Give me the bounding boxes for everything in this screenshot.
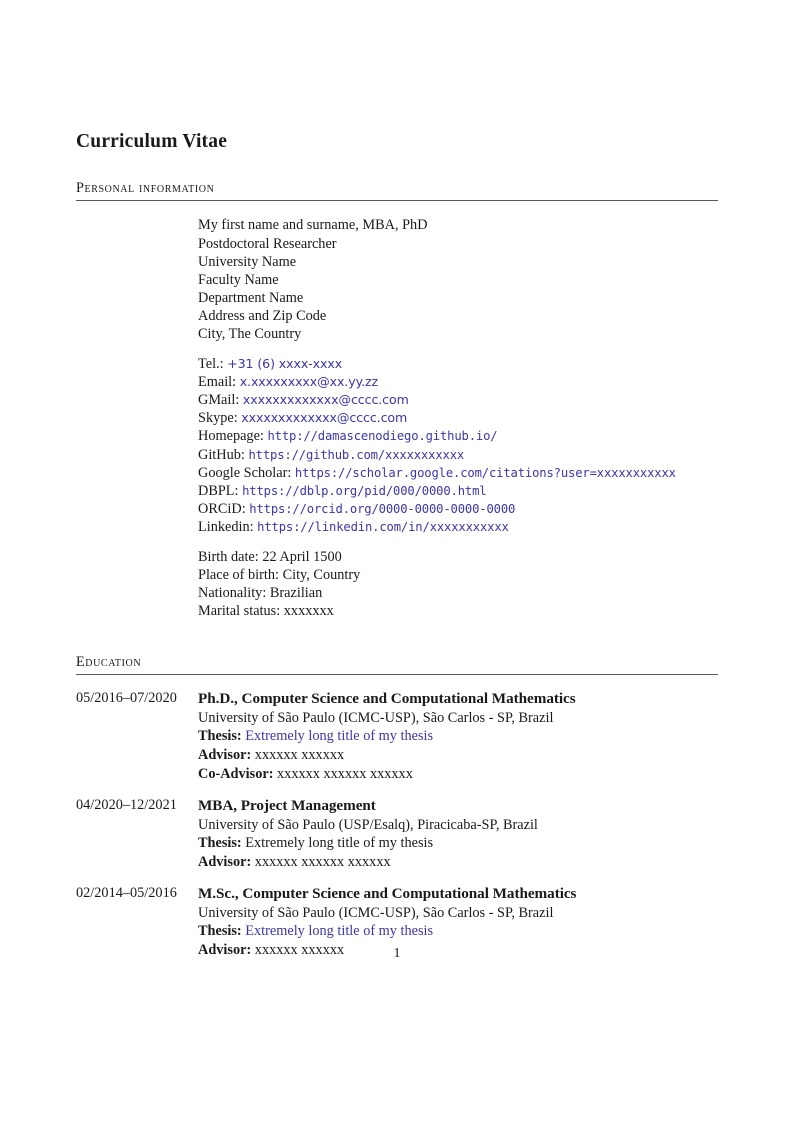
contact-label: GMail: [198, 392, 240, 409]
contact-line [198, 373, 718, 391]
address-line: Address and Zip Code [198, 307, 327, 324]
address-line: Postdoctoral Researcher [198, 235, 337, 252]
education-institution: University of São Paulo (ICMC-USP), São Carlos - SP, Brazil [198, 904, 554, 921]
education-coadvisor-name: xxxxxx xxxxxx xxxxxx [277, 765, 413, 782]
education-dates: 04/2020–12/2021 [76, 797, 177, 814]
education-thesis [198, 727, 718, 746]
personal-detail-value: Brazilian [269, 585, 323, 602]
section-education [76, 654, 718, 959]
address-line: City, The Country [198, 326, 302, 343]
contact-line [198, 464, 718, 482]
contacts-group [198, 355, 718, 536]
personal-detail-line [198, 602, 718, 620]
address-line: University Name [198, 253, 297, 270]
address-line: Faculty Name [198, 271, 279, 288]
personal-detail-label: Marital status: [198, 603, 281, 620]
contact-label: Tel.: [198, 356, 224, 373]
contact-link[interactable]: https://linkedin.com/in/xxxxxxxxxxx [257, 519, 509, 534]
contact-label: Homepage: [198, 428, 264, 445]
education-advisor-name: xxxxxx xxxxxx [254, 942, 345, 959]
education-dates: 05/2016–07/2020 [76, 690, 177, 707]
contact-link[interactable]: https://scholar.google.com/citations?user=xxxxxxxxxxx [294, 465, 676, 480]
contact-link[interactable]: https://orcid.org/0000-0000-0000-0000 [249, 501, 516, 516]
education-institution: University of São Paulo (USP/Esalq), Piracicaba-SP, Brazil [198, 816, 538, 833]
contact-link[interactable]: xxxxxxxxxxxxx@cccc.com [241, 410, 408, 426]
section-divider [76, 200, 718, 201]
education-entry [76, 796, 718, 871]
contact-link[interactable]: https://dblp.org/pid/000/0000.html [242, 483, 487, 498]
education-advisor-label: Advisor: [198, 942, 252, 959]
personal-detail-value: City, Country [282, 567, 361, 584]
contact-link[interactable]: +31 (6) xxxx-xxxx [227, 356, 343, 372]
personal-detail-line [198, 548, 718, 566]
address-group [198, 216, 718, 343]
education-degree: M.Sc., Computer Science and Computational Mathematics [198, 885, 577, 903]
contact-line [198, 427, 718, 445]
contact-line [198, 482, 718, 500]
contact-line [198, 391, 718, 409]
contact-line [198, 409, 718, 427]
education-coadvisor [198, 765, 718, 784]
section-heading-personal-information: Personal information [76, 180, 215, 197]
contact-line [198, 518, 718, 536]
contact-link[interactable]: http://damascenodiego.github.io/ [267, 429, 498, 444]
personal-detail-line [198, 584, 718, 602]
education-advisor [198, 853, 718, 872]
education-entry-body [198, 796, 718, 871]
contact-link[interactable]: x.xxxxxxxxx@xx.yy.zz [239, 374, 379, 390]
personal-detail-label: Birth date: [198, 549, 259, 566]
contact-line [198, 446, 718, 464]
education-thesis [198, 922, 718, 941]
contact-label: ORCiD: [198, 500, 246, 517]
personal-detail-value: xxxxxxx [283, 603, 334, 620]
personal-detail-value: 22 April 1500 [262, 549, 342, 566]
education-thesis-label: Thesis: [198, 835, 242, 852]
education-advisor-name: xxxxxx xxxxxx [254, 747, 345, 764]
education-advisor-name: xxxxxx xxxxxx xxxxxx [254, 853, 391, 870]
contact-label: Google Scholar: [198, 464, 292, 481]
contact-link[interactable]: xxxxxxxxxxxxx@cccc.com [242, 392, 409, 408]
section-personal-information [76, 180, 718, 620]
page-content [76, 0, 718, 960]
education-entry [76, 689, 718, 783]
personal-detail-label: Place of birth: [198, 567, 279, 584]
education-thesis [198, 834, 718, 853]
education-thesis-label: Thesis: [198, 728, 242, 745]
section-divider [76, 674, 718, 675]
education-advisor-label: Advisor: [198, 853, 252, 870]
education-institution: University of São Paulo (ICMC-USP), São Carlos - SP, Brazil [198, 709, 554, 726]
page-number: 1 [393, 946, 401, 961]
personal-details-group [198, 548, 718, 620]
contact-label: DBPL: [198, 482, 239, 499]
education-degree: Ph.D., Computer Science and Computational Mathematics [198, 690, 576, 708]
contact-line [198, 500, 718, 518]
education-thesis-title: Extremely long title of my thesis [245, 835, 434, 852]
education-dates: 02/2014–05/2016 [76, 885, 177, 902]
education-thesis-link[interactable]: Extremely long title of my thesis [245, 728, 434, 745]
education-coadvisor-label: Co-Advisor: [198, 765, 274, 782]
education-entry-body [198, 689, 718, 783]
contact-link[interactable]: https://github.com/xxxxxxxxxxx [248, 447, 465, 462]
address-line: My first name and surname, MBA, PhD [198, 217, 428, 234]
contact-label: Email: [198, 374, 237, 391]
personal-information-block [198, 216, 718, 620]
personal-detail-line [198, 566, 718, 584]
education-entry-list [76, 689, 718, 959]
contact-label: Linkedin: [198, 518, 254, 535]
personal-detail-label: Nationality: [198, 585, 267, 602]
page-title: Curriculum Vitae [76, 131, 228, 152]
education-thesis-link[interactable]: Extremely long title of my thesis [245, 923, 434, 940]
section-heading-education: Education [76, 654, 142, 671]
education-advisor-label: Advisor: [198, 747, 252, 764]
education-thesis-label: Thesis: [198, 923, 242, 940]
contact-label: Skype: [198, 410, 238, 427]
education-degree: MBA, Project Management [198, 797, 376, 815]
contact-label: GitHub: [198, 446, 245, 463]
contact-line [198, 355, 718, 373]
address-line: Department Name [198, 289, 304, 306]
education-advisor [198, 746, 718, 765]
